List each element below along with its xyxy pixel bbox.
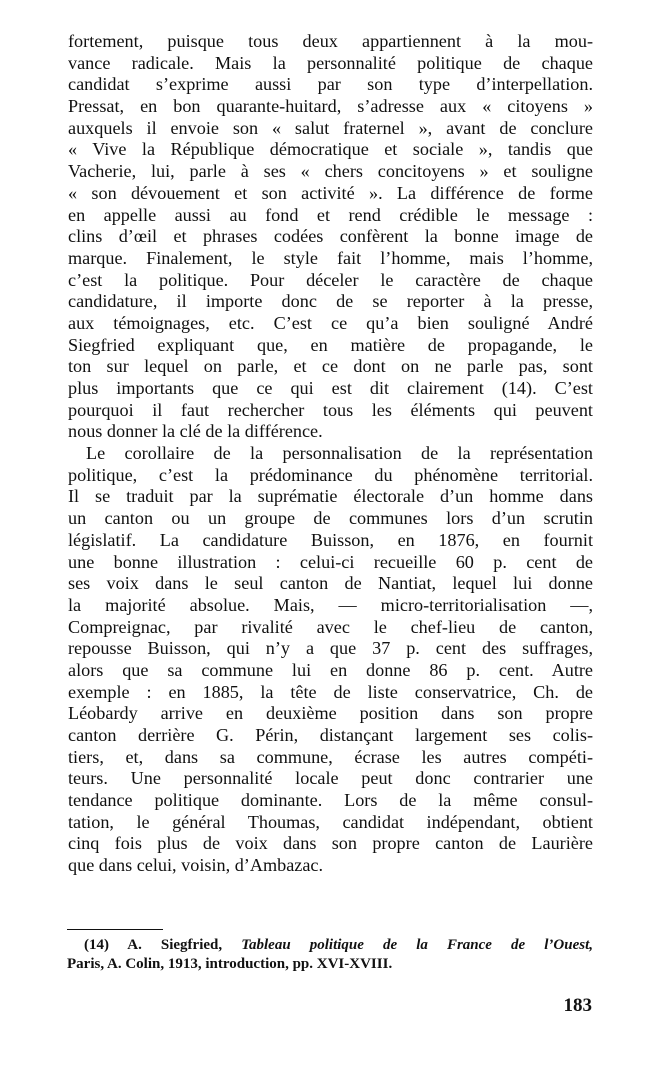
text-line: c’est la politique. Pour déceler le caractère de chaque xyxy=(68,269,593,290)
paragraph-2 xyxy=(68,443,593,877)
footnote-line: Paris, A. Colin, 1913, introduction, pp. XVI-XVIII. xyxy=(67,955,393,972)
text-line: Il se traduit par la suprématie électorale d’un homme dans xyxy=(68,486,593,507)
text-line: repousse Buisson, qui n’y a que 37 p. cent des suffrages, xyxy=(68,638,593,659)
page-body xyxy=(68,31,593,877)
text-line: tiers, et, dans sa commune, écrase les autres compéti- xyxy=(68,746,593,767)
text-line: ton sur lequel on parle, et ce dont on ne parle pas, sont xyxy=(68,356,593,377)
text-line: ses voix dans le seul canton de Nantiat, lequel lui donne xyxy=(68,573,593,594)
text-line: candidature, il importe donc de se reporter à la presse, xyxy=(68,291,593,312)
text-line: plus importants que ce qui est dit clairement (14). C’est xyxy=(68,378,593,398)
footnote-title: Tableau politique de la France de l’Ouest, xyxy=(241,937,593,953)
text-line: tendance politique dominante. Lors de la même consul- xyxy=(68,790,593,811)
text-line: nous donner la clé de la différence. xyxy=(68,421,323,442)
footnote-line xyxy=(67,936,593,955)
text-line: Le corollaire de la personnalisation de la représentation xyxy=(86,443,593,464)
text-line: législatif. La candidature Buisson, en 1876, en fournit xyxy=(68,529,593,550)
text-line: Compreignac, par rivalité avec le chef-lieu de canton, xyxy=(68,616,593,637)
page-number: 183 xyxy=(563,995,592,1016)
text-line: marque. Finalement, le style fait l’homme, mais l’homme, xyxy=(68,247,593,268)
text-line: Siegfried expliquant que, en matière de propagande, le xyxy=(68,334,593,355)
text-line: exemple : en 1885, la tête de liste conservatrice, Ch. de xyxy=(68,681,593,702)
text-line: Léobardy arrive en deuxième position dans son propre xyxy=(68,703,593,724)
text-line: « Vive la République démocratique et sociale », tandis que xyxy=(68,139,593,160)
text-line: Vacherie, lui, parle à ses « chers concitoyens » et souligne xyxy=(68,161,593,182)
text-line: aux témoignages, etc. C’est ce qu’a bien souligné André xyxy=(68,312,593,333)
text-line: fortement, puisque tous deux appartiennent à la mou- xyxy=(68,31,593,51)
text-line: candidat s’exprime aussi par son type d’interpellation. xyxy=(68,74,593,95)
footnote-rule xyxy=(67,929,163,930)
text-line: auxquels il envoie son « salut fraternel », avant de conclure xyxy=(68,117,593,138)
text-line: que dans celui, voisin, d’Ambazac. xyxy=(68,855,324,876)
text-line: une bonne illustration : celui-ci recueille 60 p. cent de xyxy=(68,551,593,572)
text-line: politique, c’est la prédominance du phénomène territorial. xyxy=(68,464,593,485)
text-line: vance radicale. Mais la personnalité politique de chaque xyxy=(68,52,593,73)
text-line: un canton ou un groupe de communes lors d’un scrutin xyxy=(68,508,593,529)
text-line: la majorité absolue. Mais, — micro-territorialisation —, xyxy=(68,594,593,615)
text-line: pourquoi il faut rechercher tous les éléments qui peuvent xyxy=(68,399,593,420)
footnote-marker: (14) A. Siegfried, xyxy=(84,937,242,953)
text-line: en appelle aussi au fond et rend crédible le message : xyxy=(68,204,593,225)
footnote-14 xyxy=(67,936,593,973)
text-line: « son dévouement et son activité ». La différence de forme xyxy=(68,182,593,203)
paragraph-1 xyxy=(68,31,593,443)
text-line: clins d’œil et phrases codées confèrent la bonne image de xyxy=(68,226,593,247)
text-line: Pressat, en bon quarante-huitard, s’adresse aux « citoyens » xyxy=(68,96,593,117)
text-line: alors que sa commune lui en donne 86 p. cent. Autre xyxy=(68,659,593,680)
text-line: cinq fois plus de voix dans son propre canton de Laurière xyxy=(68,833,593,854)
text-line: tation, le général Thoumas, candidat indépendant, obtient xyxy=(68,811,593,832)
text-line: canton derrière G. Périn, distançant largement ses colis- xyxy=(68,725,593,745)
text-line: teurs. Une personnalité locale peut donc contrarier une xyxy=(68,768,593,789)
